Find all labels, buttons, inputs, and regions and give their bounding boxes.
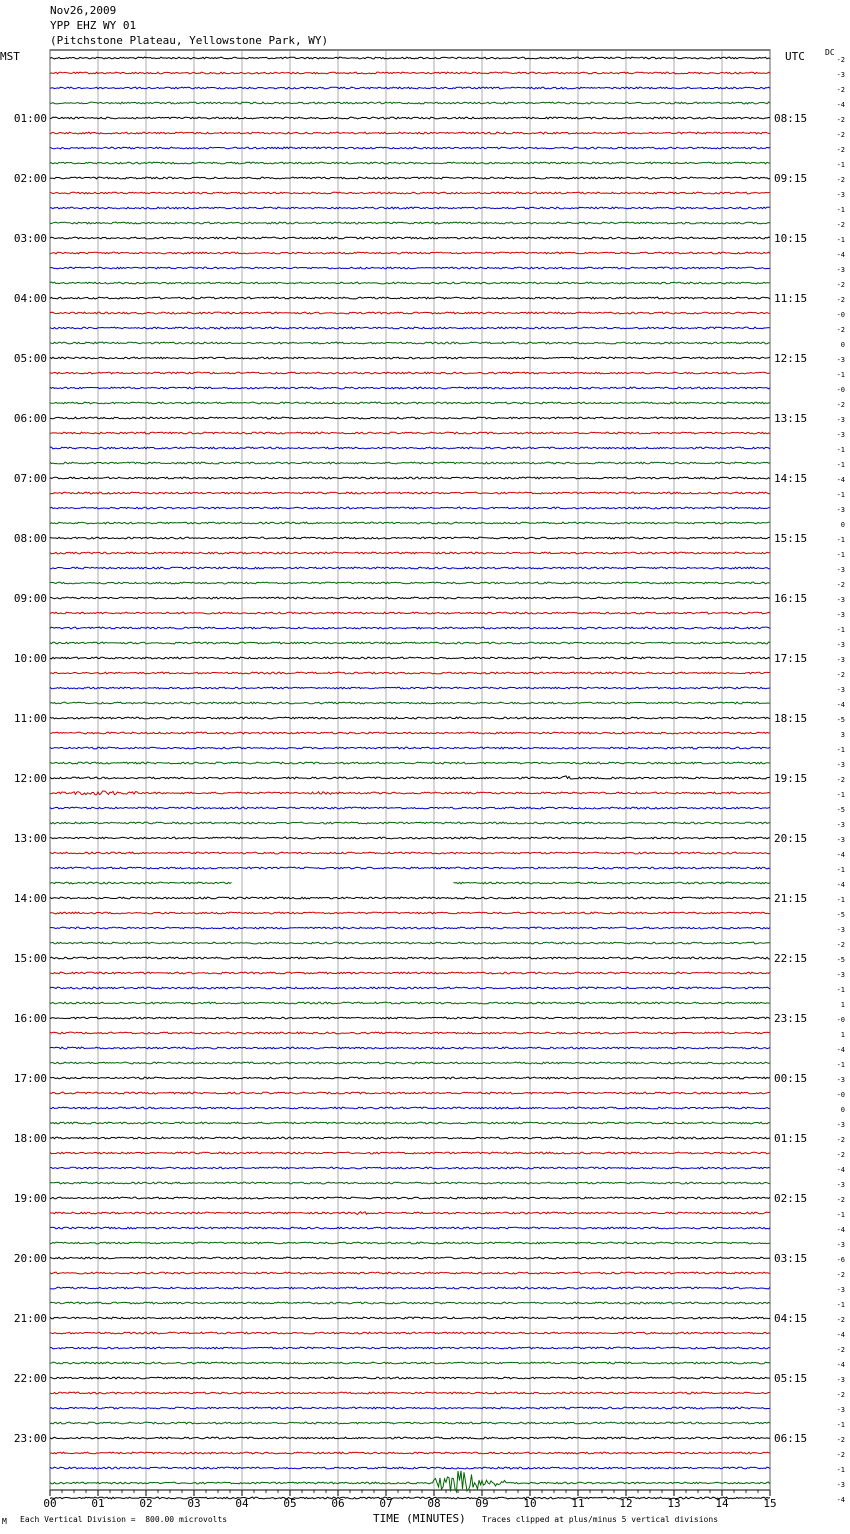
mst-hour-label: 06:00 (13, 412, 47, 425)
seismic-trace (50, 822, 770, 824)
dc-offset-label: -1 (836, 446, 845, 454)
dc-offset-label: -3 (836, 431, 845, 439)
x-axis-label: TIME (MINUTES) (373, 1512, 466, 1525)
seismic-trace (50, 1437, 770, 1439)
dc-offset-label: -1 (836, 1211, 845, 1219)
seismic-trace (50, 1422, 770, 1424)
mst-hour-label: 12:00 (13, 772, 47, 785)
mst-hour-label: 07:00 (13, 472, 47, 485)
seismic-trace (50, 432, 770, 434)
seismic-trace (50, 507, 770, 509)
x-tick-label: 14 (715, 1497, 729, 1510)
utc-hour-label: 00:15 (774, 1072, 808, 1085)
seismic-trace (50, 372, 770, 374)
seismic-trace (50, 791, 770, 795)
seismic-trace (50, 102, 770, 104)
seismic-trace (50, 192, 770, 194)
utc-hour-label: 18:15 (774, 712, 808, 725)
seismic-trace (50, 1062, 770, 1064)
dc-offset-label: -0 (836, 1016, 845, 1024)
x-tick-label: 12 (619, 1497, 633, 1510)
seismic-trace (50, 687, 770, 689)
mst-hour-label: 13:00 (13, 832, 47, 845)
dc-offset-label: -4 (836, 1331, 845, 1339)
x-tick-label: 05 (283, 1497, 297, 1510)
seismic-trace (50, 1467, 770, 1469)
dc-offset-label: -1 (836, 1421, 845, 1429)
seismic-trace (50, 582, 770, 584)
utc-hour-label: 22:15 (774, 952, 808, 965)
mst-hour-label: 14:00 (13, 892, 47, 905)
dc-offset-label: -3 (836, 686, 845, 694)
dc-offset-label: -4 (836, 1361, 845, 1369)
seismic-trace (50, 1242, 770, 1244)
dc-offset-label: -3 (836, 71, 845, 79)
seismic-trace (50, 1197, 770, 1199)
dc-offset-label: -1 (836, 236, 845, 244)
utc-hour-label: 08:15 (774, 112, 808, 125)
dc-offset-label: -0 (836, 386, 845, 394)
dc-offset-label: -2 (836, 281, 845, 289)
utc-hour-label: 04:15 (774, 1312, 808, 1325)
seismic-trace (50, 927, 770, 929)
dc-offset-label: -2 (836, 776, 845, 784)
header-date: Nov26,2009 (50, 4, 117, 17)
dc-offset-label: -0 (836, 1091, 845, 1099)
dc-offset-label: -5 (836, 911, 845, 919)
dc-offset-label: -2 (836, 941, 845, 949)
seismic-trace (50, 1302, 770, 1304)
mst-hour-label: 10:00 (13, 652, 47, 665)
header-location: (Pitchstone Plateau, Yellowstone Park, WY) (50, 34, 329, 47)
dc-offset-label: -1 (836, 461, 845, 469)
dc-offset-label: -3 (836, 971, 845, 979)
seismic-trace (50, 177, 770, 179)
seismic-trace (50, 312, 770, 314)
utc-hour-label: 05:15 (774, 1372, 808, 1385)
utc-hour-label: 06:15 (774, 1432, 808, 1445)
dc-offset-label: -6 (836, 1256, 845, 1264)
dc-offset-label: -2 (836, 86, 845, 94)
dc-offset-label: -4 (836, 476, 845, 484)
seismic-trace (50, 237, 770, 239)
dc-offset-label: -2 (836, 1151, 845, 1159)
right-timezone-label: UTC (785, 50, 805, 63)
dc-offset-label: -1 (836, 1466, 845, 1474)
seismic-trace (50, 987, 770, 989)
dc-offset-label: -4 (836, 1496, 845, 1504)
mst-hour-label: 15:00 (13, 952, 47, 965)
seismic-trace (50, 552, 770, 554)
mst-hour-label: 22:00 (13, 1372, 47, 1385)
seismic-trace (50, 942, 770, 944)
seismic-trace (50, 1497, 770, 1499)
utc-hour-label: 13:15 (774, 412, 808, 425)
dc-offset-label: -4 (836, 1046, 845, 1054)
dc-offset-label: -3 (836, 1286, 845, 1294)
dc-offset-label: -1 (836, 626, 845, 634)
seismic-trace (50, 717, 770, 719)
dc-offset-label: 0 (840, 341, 845, 349)
dc-offset-label: -3 (836, 821, 845, 829)
dc-offset-label: -2 (836, 56, 845, 64)
dc-offset-label: -2 (836, 581, 845, 589)
seismic-trace (50, 282, 770, 284)
mst-hour-label: 20:00 (13, 1252, 47, 1265)
seismic-trace (50, 972, 770, 974)
mst-hour-label: 02:00 (13, 172, 47, 185)
seismic-trace (50, 1047, 770, 1049)
seismic-trace (50, 207, 770, 209)
dc-offset-label: -3 (836, 506, 845, 514)
dc-offset-label: -2 (836, 401, 845, 409)
seismic-trace (50, 1092, 770, 1094)
seismic-trace (50, 402, 770, 404)
seismic-trace (50, 132, 770, 134)
seismic-trace (50, 1332, 770, 1334)
dc-offset-label: -1 (836, 551, 845, 559)
dc-offset-label: -1 (836, 746, 845, 754)
x-tick-label: 02 (139, 1497, 153, 1510)
dc-offset-label: -3 (836, 761, 845, 769)
corner-mark: M (2, 1517, 7, 1526)
dc-offset-label: 0 (840, 1106, 845, 1114)
x-tick-label: 13 (667, 1497, 681, 1510)
dc-offset-label: -2 (836, 1196, 845, 1204)
dc-offset-label: -4 (836, 881, 845, 889)
dc-offset-label: -3 (836, 656, 845, 664)
dc-offset-label: -4 (836, 701, 845, 709)
mst-hour-label: 01:00 (13, 112, 47, 125)
utc-hour-label: 19:15 (774, 772, 808, 785)
dc-offset-label: -2 (836, 146, 845, 154)
mst-hour-label: 23:00 (13, 1432, 47, 1445)
seismic-trace (50, 147, 770, 149)
seismic-trace (50, 912, 770, 914)
seismic-trace (50, 72, 770, 74)
dc-offset-label: -5 (836, 956, 845, 964)
x-tick-label: 15 (763, 1497, 777, 1510)
dc-offset-label: -3 (836, 416, 845, 424)
dc-offset-label: -3 (836, 926, 845, 934)
dc-offset-label: -1 (836, 536, 845, 544)
seismic-trace (50, 882, 770, 884)
seismic-trace (50, 657, 770, 659)
seismic-trace (50, 1182, 770, 1184)
seismic-trace (50, 627, 770, 629)
dc-label: DC (825, 48, 835, 57)
dc-offset-label: -3 (836, 836, 845, 844)
x-tick-label: 09 (475, 1497, 489, 1510)
seismic-trace (50, 702, 770, 704)
dc-offset-label: -3 (836, 596, 845, 604)
dc-offset-label: -1 (836, 791, 845, 799)
dc-offset-label: -2 (836, 1436, 845, 1444)
dc-offset-label: -3 (836, 1181, 845, 1189)
seismic-trace (50, 297, 770, 299)
seismic-trace (50, 1471, 770, 1492)
seismic-trace (50, 1227, 770, 1229)
seismic-trace (50, 732, 770, 734)
x-tick-label: 06 (331, 1497, 345, 1510)
mst-hour-label: 11:00 (13, 712, 47, 725)
seismic-trace (50, 342, 770, 344)
seismic-trace (50, 897, 770, 899)
seismic-trace (50, 776, 770, 779)
x-tick-label: 04 (235, 1497, 249, 1510)
seismic-trace (50, 537, 770, 539)
seismic-trace (50, 1392, 770, 1394)
dc-offset-label: 1 (840, 1001, 845, 1009)
dc-offset-label: -2 (836, 326, 845, 334)
seismic-trace (50, 1002, 770, 1004)
dc-offset-label: -3 (836, 356, 845, 364)
seismic-trace (50, 957, 770, 959)
left-timezone-label: MST (0, 50, 20, 63)
utc-hour-label: 16:15 (774, 592, 808, 605)
seismic-trace (50, 1257, 770, 1259)
dc-offset-label: -1 (836, 1301, 845, 1309)
dc-offset-label: -3 (836, 566, 845, 574)
seismic-trace (50, 477, 770, 479)
seismic-trace (50, 1377, 770, 1379)
seismic-trace (50, 597, 770, 599)
dc-offset-label: -1 (836, 986, 845, 994)
seismic-trace (50, 522, 770, 524)
seismic-trace (50, 162, 770, 164)
utc-hour-label: 15:15 (774, 532, 808, 545)
seismic-trace (50, 867, 770, 869)
dc-offset-label: -1 (836, 161, 845, 169)
dc-offset-label: -3 (836, 641, 845, 649)
dc-offset-label: -1 (836, 896, 845, 904)
seismic-trace (50, 492, 770, 494)
clip-note: Traces clipped at plus/minus 5 vertical divisions (482, 1515, 719, 1524)
utc-hour-label: 12:15 (774, 352, 808, 365)
seismic-trace (50, 462, 770, 464)
dc-offset-label: 0 (840, 521, 845, 529)
seismic-trace (50, 1137, 770, 1139)
x-tick-label: 01 (91, 1497, 105, 1510)
dc-offset-label: -3 (836, 611, 845, 619)
seismic-trace (50, 807, 770, 809)
dc-offset-label: -4 (836, 851, 845, 859)
dc-offset-label: -5 (836, 716, 845, 724)
utc-hour-label: 17:15 (774, 652, 808, 665)
seismic-trace (50, 1107, 770, 1109)
mst-hour-label: 18:00 (13, 1132, 47, 1145)
mst-hour-label: 17:00 (13, 1072, 47, 1085)
dc-offset-label: -1 (836, 1061, 845, 1069)
seismic-trace (50, 87, 770, 89)
seismic-trace (50, 1317, 770, 1319)
mst-hour-label: 21:00 (13, 1312, 47, 1325)
dc-offset-label: -2 (836, 296, 845, 304)
seismic-trace (50, 1122, 770, 1124)
seismic-trace (50, 1032, 770, 1034)
mst-hour-label: 16:00 (13, 1012, 47, 1025)
seismic-trace (50, 252, 770, 254)
dc-offset-label: -4 (836, 1166, 845, 1174)
seismic-trace (50, 222, 770, 224)
dc-offset-label: -1 (836, 371, 845, 379)
seismic-trace (50, 327, 770, 329)
dc-offset-label: 3 (840, 731, 845, 739)
seismic-trace (50, 1017, 770, 1019)
utc-hour-label: 14:15 (774, 472, 808, 485)
seismic-trace (50, 642, 770, 644)
mst-hour-label: 19:00 (13, 1192, 47, 1205)
dc-offset-label: -4 (836, 251, 845, 259)
dc-offset-label: -1 (836, 206, 845, 214)
seismic-trace (50, 57, 770, 59)
utc-hour-label: 10:15 (774, 232, 808, 245)
seismic-trace (50, 357, 770, 359)
dc-offset-label: -3 (836, 1121, 845, 1129)
utc-hour-label: 20:15 (774, 832, 808, 845)
mst-hour-label: 08:00 (13, 532, 47, 545)
seismic-trace (50, 1212, 770, 1215)
seismic-trace (50, 1347, 770, 1349)
seismic-trace (50, 762, 770, 764)
plot-frame (50, 50, 770, 1490)
dc-offset-label: 1 (840, 1031, 845, 1039)
dc-offset-label: -2 (836, 176, 845, 184)
dc-offset-label: -0 (836, 311, 845, 319)
dc-offset-label: -3 (836, 1076, 845, 1084)
seismic-trace (50, 852, 770, 854)
header-station: YPP EHZ WY 01 (50, 19, 137, 32)
dc-offset-label: -2 (836, 221, 845, 229)
x-tick-label: 07 (379, 1497, 393, 1510)
dc-offset-label: -4 (836, 1226, 845, 1234)
scale-note: Each Vertical Division = 800.00 microvolts (20, 1515, 228, 1524)
x-tick-label: 03 (187, 1497, 201, 1510)
seismic-trace (50, 1272, 770, 1274)
x-tick-label: 10 (523, 1497, 537, 1510)
utc-hour-label: 11:15 (774, 292, 808, 305)
seismic-trace (50, 672, 770, 674)
dc-offset-label: -3 (836, 1376, 845, 1384)
utc-hour-label: 23:15 (774, 1012, 808, 1025)
utc-hour-label: 09:15 (774, 172, 808, 185)
dc-offset-label: -4 (836, 101, 845, 109)
dc-offset-label: -2 (836, 1346, 845, 1354)
dc-offset-label: -3 (836, 1481, 845, 1489)
mst-hour-label: 03:00 (13, 232, 47, 245)
seismic-trace (50, 1167, 770, 1169)
utc-hour-label: 03:15 (774, 1252, 808, 1265)
dc-offset-label: -1 (836, 866, 845, 874)
seismic-trace (50, 117, 770, 119)
seismic-trace (50, 1152, 770, 1154)
seismic-trace (50, 417, 770, 419)
dc-offset-label: -2 (836, 131, 845, 139)
dc-offset-label: -3 (836, 266, 845, 274)
x-tick-label: 08 (427, 1497, 441, 1510)
dc-offset-label: -1 (836, 491, 845, 499)
x-tick-label: 00 (43, 1497, 57, 1510)
seismic-trace (50, 447, 770, 449)
seismic-trace (50, 1077, 770, 1079)
utc-hour-label: 01:15 (774, 1132, 808, 1145)
dc-offset-label: -5 (836, 806, 845, 814)
dc-offset-label: -2 (836, 1271, 845, 1279)
seismic-trace (50, 387, 770, 389)
seismic-trace (50, 567, 770, 569)
dc-offset-label: -2 (836, 1451, 845, 1459)
seismic-trace (50, 747, 770, 749)
dc-offset-label: -2 (836, 671, 845, 679)
seismic-trace (50, 837, 770, 839)
dc-offset-label: -3 (836, 1406, 845, 1414)
mst-hour-label: 05:00 (13, 352, 47, 365)
x-tick-label: 11 (571, 1497, 585, 1510)
seismic-trace (50, 1452, 770, 1454)
utc-hour-label: 21:15 (774, 892, 808, 905)
dc-offset-label: -2 (836, 116, 845, 124)
utc-hour-label: 02:15 (774, 1192, 808, 1205)
mst-hour-label: 04:00 (13, 292, 47, 305)
seismic-trace (50, 1362, 770, 1364)
seismic-trace (50, 612, 770, 614)
seismic-trace (50, 267, 770, 269)
dc-offset-label: -2 (836, 1136, 845, 1144)
dc-offset-label: -2 (836, 1316, 845, 1324)
dc-offset-label: -3 (836, 1241, 845, 1249)
mst-hour-label: 09:00 (13, 592, 47, 605)
seismic-trace (50, 1287, 770, 1289)
dc-offset-label: -2 (836, 1391, 845, 1399)
dc-offset-label: -3 (836, 191, 845, 199)
seismic-trace (50, 1407, 770, 1409)
